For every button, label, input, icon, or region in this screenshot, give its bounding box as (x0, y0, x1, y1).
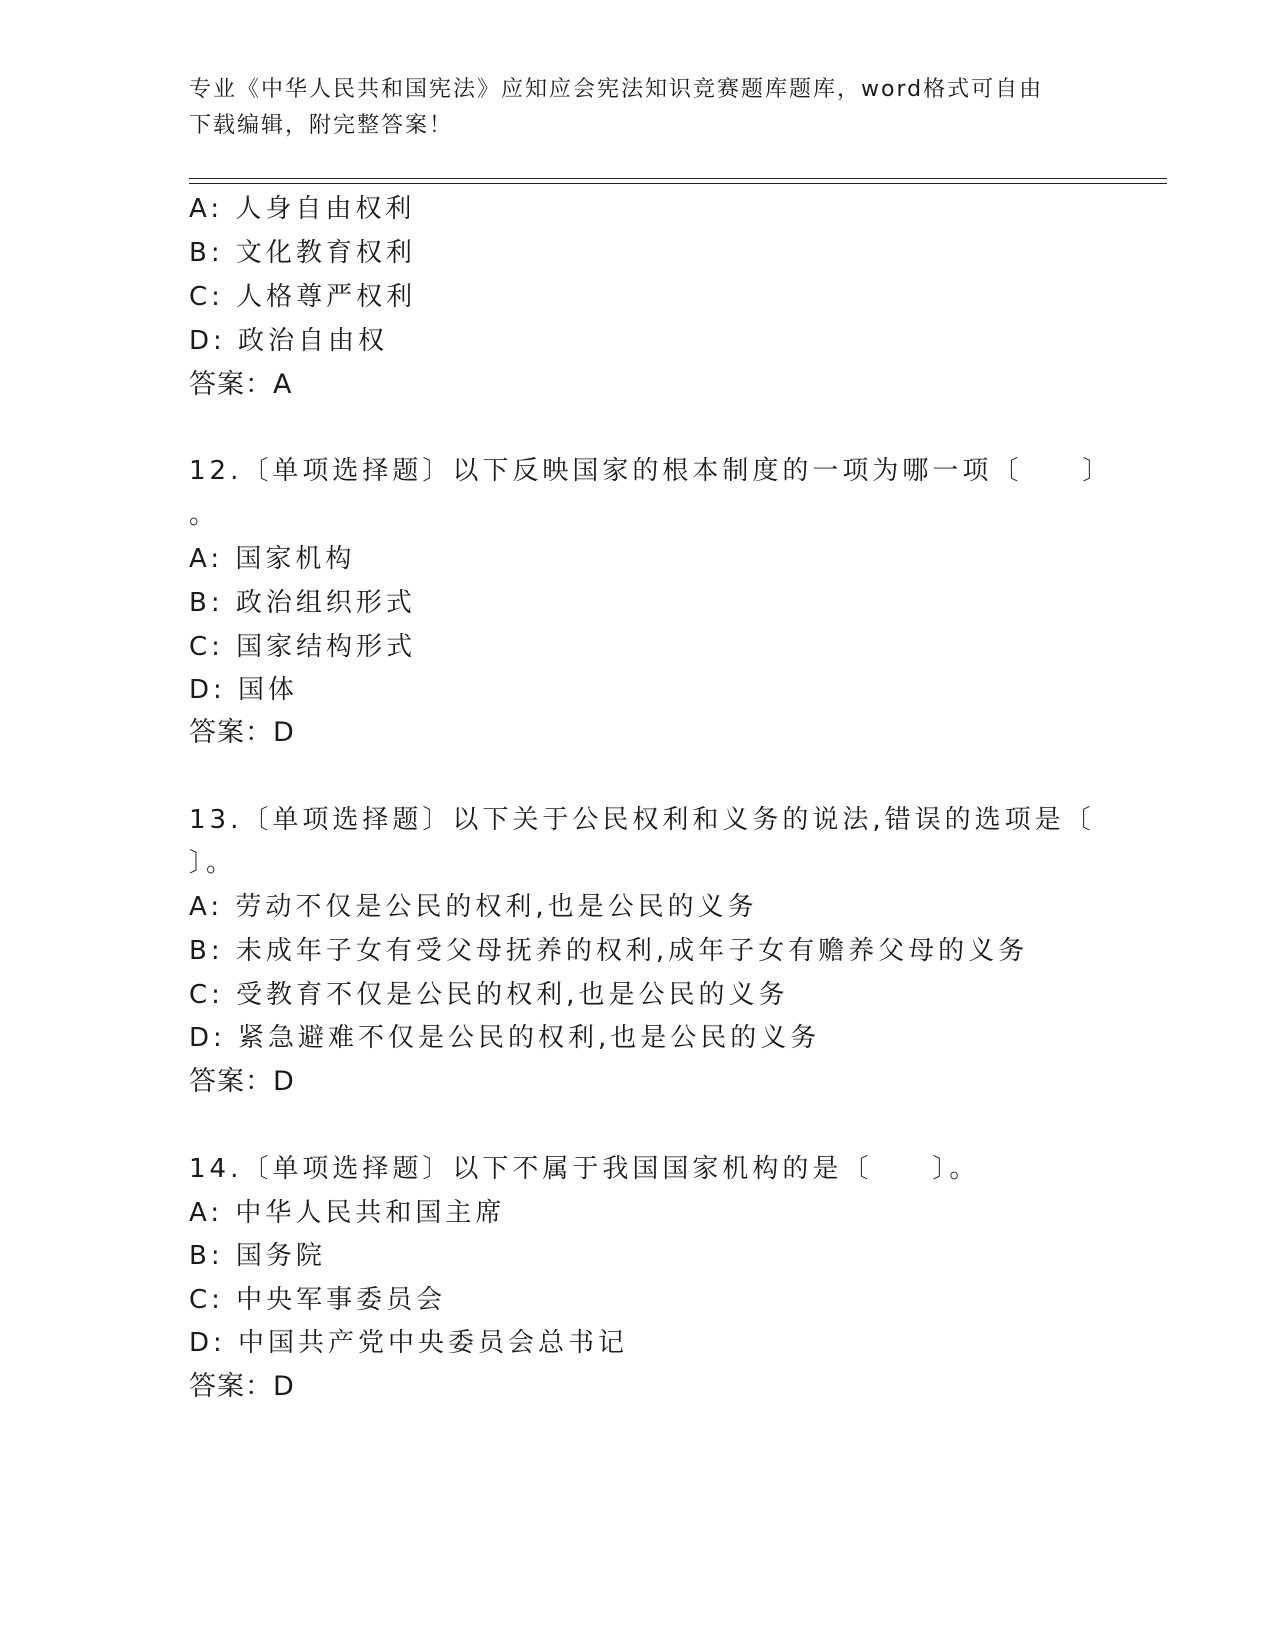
q11-option-c: C: 人格尊严权利 (189, 282, 417, 312)
q13-option-c: C: 受教育不仅是公民的权利,也是公民的义务 (189, 980, 789, 1010)
q14-option-c: C: 中央军事委员会 (189, 1285, 447, 1315)
q12-option-d: D: 国体 (189, 675, 299, 705)
q14-answer: 答案：D (189, 1371, 295, 1402)
q14-option-b: B: 国务院 (189, 1241, 326, 1271)
q13-stem-line-1: 13.〔单项选择题〕以下关于公民权利和义务的说法,错误的选项是〔 (189, 805, 1095, 835)
q13-answer: 答案：D (189, 1066, 295, 1097)
header-title-line-1: 专业《中华人民共和国宪法》应知应会宪法知识竞赛题库题库，word格式可自由 (189, 77, 1044, 102)
q13-option-a: A: 劳动不仅是公民的权利,也是公民的义务 (189, 892, 758, 922)
document-header (189, 72, 1069, 144)
q11-answer: 答案：A (189, 369, 293, 400)
header-divider-top (189, 178, 1167, 179)
q11-option-a: A: 人身自由权利 (189, 194, 416, 224)
q12-stem-line-2: 。 (189, 500, 220, 530)
q13-stem-line-2: 〕。 (189, 848, 237, 878)
q12-option-a: A: 国家机构 (189, 544, 356, 574)
q14-option-a: A: 中华人民共和国主席 (189, 1198, 506, 1228)
q11-option-d: D: 政治自由权 (189, 326, 389, 356)
q13-option-b: B: 未成年子女有受父母抚养的权利,成年子女有赡养父母的义务 (189, 936, 1029, 966)
q11-option-b: B: 文化教育权利 (189, 238, 416, 268)
q12-option-c: C: 国家结构形式 (189, 632, 417, 662)
header-divider-bottom (189, 183, 1167, 184)
header-title-line-2: 下载编辑，附完整答案！ (189, 113, 454, 138)
q12-stem-line-1: 12.〔单项选择题〕以下反映国家的根本制度的一项为哪一项〔 〕 (189, 456, 1113, 486)
q12-option-b: B: 政治组织形式 (189, 588, 416, 618)
q14-stem-line-1: 14.〔单项选择题〕以下不属于我国国家机构的是〔 〕。 (189, 1154, 980, 1184)
q12-answer: 答案：D (189, 717, 295, 748)
q14-option-d: D: 中国共产党中央委员会总书记 (189, 1328, 629, 1358)
q13-option-d: D: 紧急避难不仅是公民的权利,也是公民的义务 (189, 1023, 821, 1053)
